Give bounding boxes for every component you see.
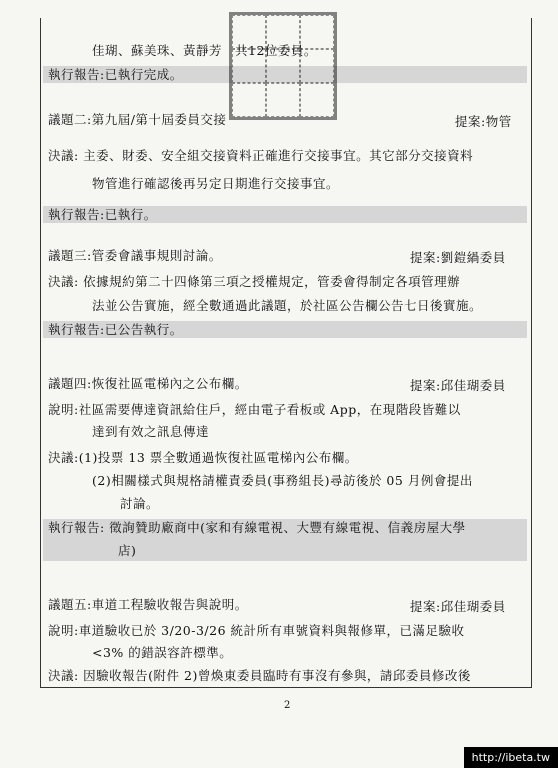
text-line: <3% 的錯誤容許標準。 [92,645,233,660]
text-line: 議題二:第九屆/第十屆委員交接 [48,112,227,127]
proposer-label: 提案:物管 [455,114,512,129]
text-line: 議題五:車道工程驗收報告與說明。 [48,597,248,612]
proposer-label: 提案:劉鎧緺委員 [410,250,506,265]
text-line: 物管進行確認後再另定日期進行交接事宜。 [92,176,340,191]
text-line: 執行報告: 徵詢贊助廠商中(家和有線電視、大豐有線電視、信義房屋大學 [48,520,466,535]
proposer-label: 提案:邱佳瑚委員 [410,599,506,614]
text-line: 佳瑚、蘇美珠、黃靜芳 共12位委員。 [92,43,317,58]
text-line: 店) [118,543,137,558]
text-line: 決議: 因驗收報告(附件 2)曾煥東委員臨時有事沒有參與，請邱委員修改後 [48,668,471,683]
text-line: 說明:社區需要傳達資訊給住戶，經由電子看板或 App，在現階段皆難以 [48,402,461,417]
text-line: 說明:車道驗收已於 3/20-3/26 統計所有車號資料與報修單，已滿足驗收 [48,623,465,638]
text-line: 執行報告:已公告執行。 [48,322,183,337]
text-line: 討論。 [120,496,160,511]
text-line: (2)相關樣式與規格請權責委員(事務組長)尋訪後於 05 月例會提出 [92,473,473,488]
proposer-label: 提案:邱佳瑚委員 [410,378,506,393]
text-line: 法並公告實施，經全數通過此議題，於社區公告欄公告七日後實施。 [92,298,483,313]
text-line: 執行報告:已執行完成。 [48,67,183,82]
text-line: 決議: 依據規約第二十四條第三項之授權規定，管委會得制定各項管理辦 [48,274,461,289]
watermark: http://ibeta.tw [464,747,558,768]
text-line: 執行報告:已執行。 [48,207,157,222]
text-line: 議題三:管委會議事規則討論。 [48,248,222,263]
official-seal [229,12,337,120]
text-line: 決議: 主委、財委、安全組交接資料正確進行交接事宜。其它部分交接資料 [48,148,474,163]
text-line: 決議:(1)投票 13 票全數通過恢復社區電梯內公布欄。 [48,450,358,465]
page-number: 2 [284,700,291,711]
text-line: 議題四:恢復社區電梯內之公布欄。 [48,376,248,391]
text-line: 達到有效之訊息傳達 [92,424,210,439]
